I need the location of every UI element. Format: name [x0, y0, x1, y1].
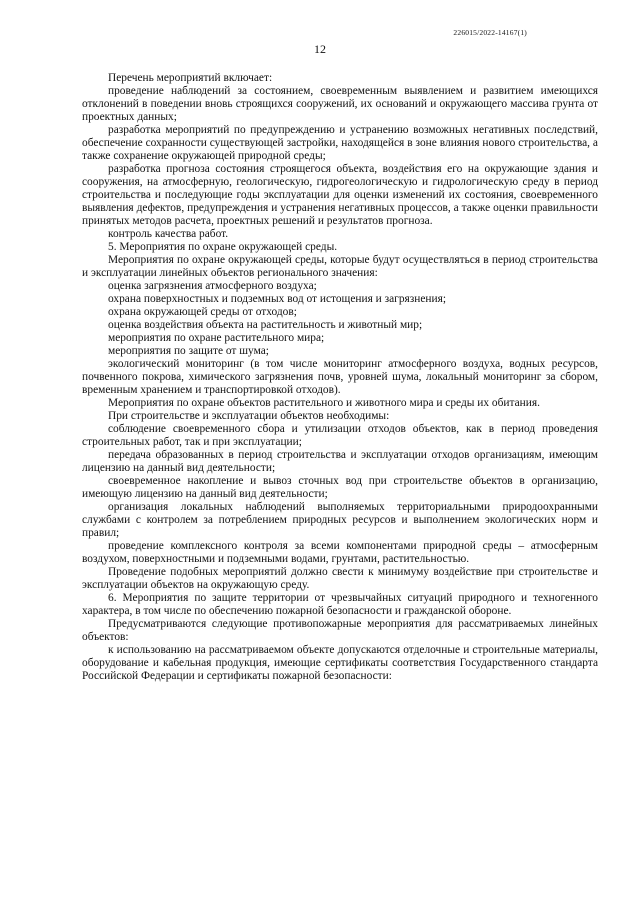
- paragraph: разработка прогноза состояния строящегося объекта, воздействия его на окружающие здания и сооружения, на атмосферную, геологическую, гидрогеологическую и гидрологическую среду в период строительства и последующие годы эксплуатации для оценки изменений их состояния, своевременного выявления дефектов, предупреждения и устранения негативных процессов, а также оценки правильности принятых методов расчета, проектных решений и результатов прогноза.: [82, 163, 598, 227]
- list-item: организация локальных наблюдений выполняемых территориальными природоохранными службами с контролем за потреблением природных ресурсов и выполнением экологических норм и правил;: [82, 501, 598, 539]
- list-item: соблюдение своевременного сбора и утилизации отходов объектов, как в период проведения строительных работ, так и при эксплуатации;: [82, 423, 598, 448]
- paragraph: Мероприятия по охране объектов растительного и животного мира и среды их обитания.: [108, 397, 540, 409]
- page-number: 12: [314, 42, 326, 56]
- list-item: мероприятия по защите от шума;: [108, 345, 269, 357]
- paragraph: Мероприятия по охране окружающей среды, которые будут осуществляться в период строительства и эксплуатации линейных объектов регионального значения:: [82, 254, 598, 279]
- paragraph: контроль качества работ.: [108, 228, 229, 240]
- paragraph: Перечень мероприятий включает:: [108, 72, 273, 84]
- list-item: экологический мониторинг (в том числе мониторинг атмосферного воздуха, водных ресурсов, почвенного покрова, химического загрязнения почв, уровней шума, локальный мониторинг за сбором, временным хранением и транспортировкой отходов).: [82, 358, 598, 396]
- paragraph: При строительстве и эксплуатации объектов необходимы:: [108, 410, 390, 422]
- document-body: [82, 72, 598, 683]
- list-item: проведение комплексного контроля за всеми компонентами природной среды – атмосферным воздухом, поверхностными и подземными водами, грунтами, растительностью.: [82, 540, 598, 565]
- list-item: оценка воздействия объекта на растительность и животный мир;: [108, 319, 423, 331]
- paragraph: проведение наблюдений за состоянием, своевременным выявлением и развитием имеющихся отклонений в поведении вновь строящихся сооружений, их оснований и окружающего массива грунта от проектных данных;: [82, 85, 598, 123]
- list-item: к использованию на рассматриваемом объекте допускаются отделочные и строительные материалы, оборудование и кабельная продукция, имеющие сертификаты соответствия Государственного стандарта Российской Федерации и сертификаты пожарной безопасности:: [82, 644, 598, 682]
- paragraph: Проведение подобных мероприятий должно свести к минимуму воздействие при строительстве и эксплуатации объектов на окружающую среду.: [82, 566, 598, 591]
- paragraph: Предусматриваются следующие противопожарные мероприятия для рассматриваемых линейных объектов:: [82, 618, 598, 643]
- list-item: своевременное накопление и вывоз сточных вод при строительстве объектов в организацию, имеющую лицензию на данный вид деятельности;: [82, 475, 598, 500]
- list-item: охрана окружающей среды от отходов;: [108, 306, 297, 318]
- section-heading: 6. Мероприятия по защите территории от чрезвычайных ситуаций природного и техногенного характера, в том числе по обеспечению пожарной безопасности и гражданской обороне.: [82, 592, 598, 617]
- list-item: охрана поверхностных и подземных вод от истощения и загрязнения;: [108, 293, 447, 305]
- list-item: передача образованных в период строительства и эксплуатации отходов организациям, имеющим лицензию на данный вид деятельности;: [82, 449, 598, 474]
- section-heading: 5. Мероприятия по охране окружающей среды.: [108, 241, 338, 253]
- list-item: оценка загрязнения атмосферного воздуха;: [108, 280, 317, 292]
- list-item: мероприятия по охране растительного мира;: [108, 332, 325, 344]
- paragraph: разработка мероприятий по предупреждению и устранению возможных негативных последствий, обеспечение сохранности существующей застройки, находящейся в зоне влияния нового строительства, а также сохранение окружающей природной среды;: [82, 124, 598, 162]
- document-number: 226015/2022-14167(1): [453, 28, 527, 37]
